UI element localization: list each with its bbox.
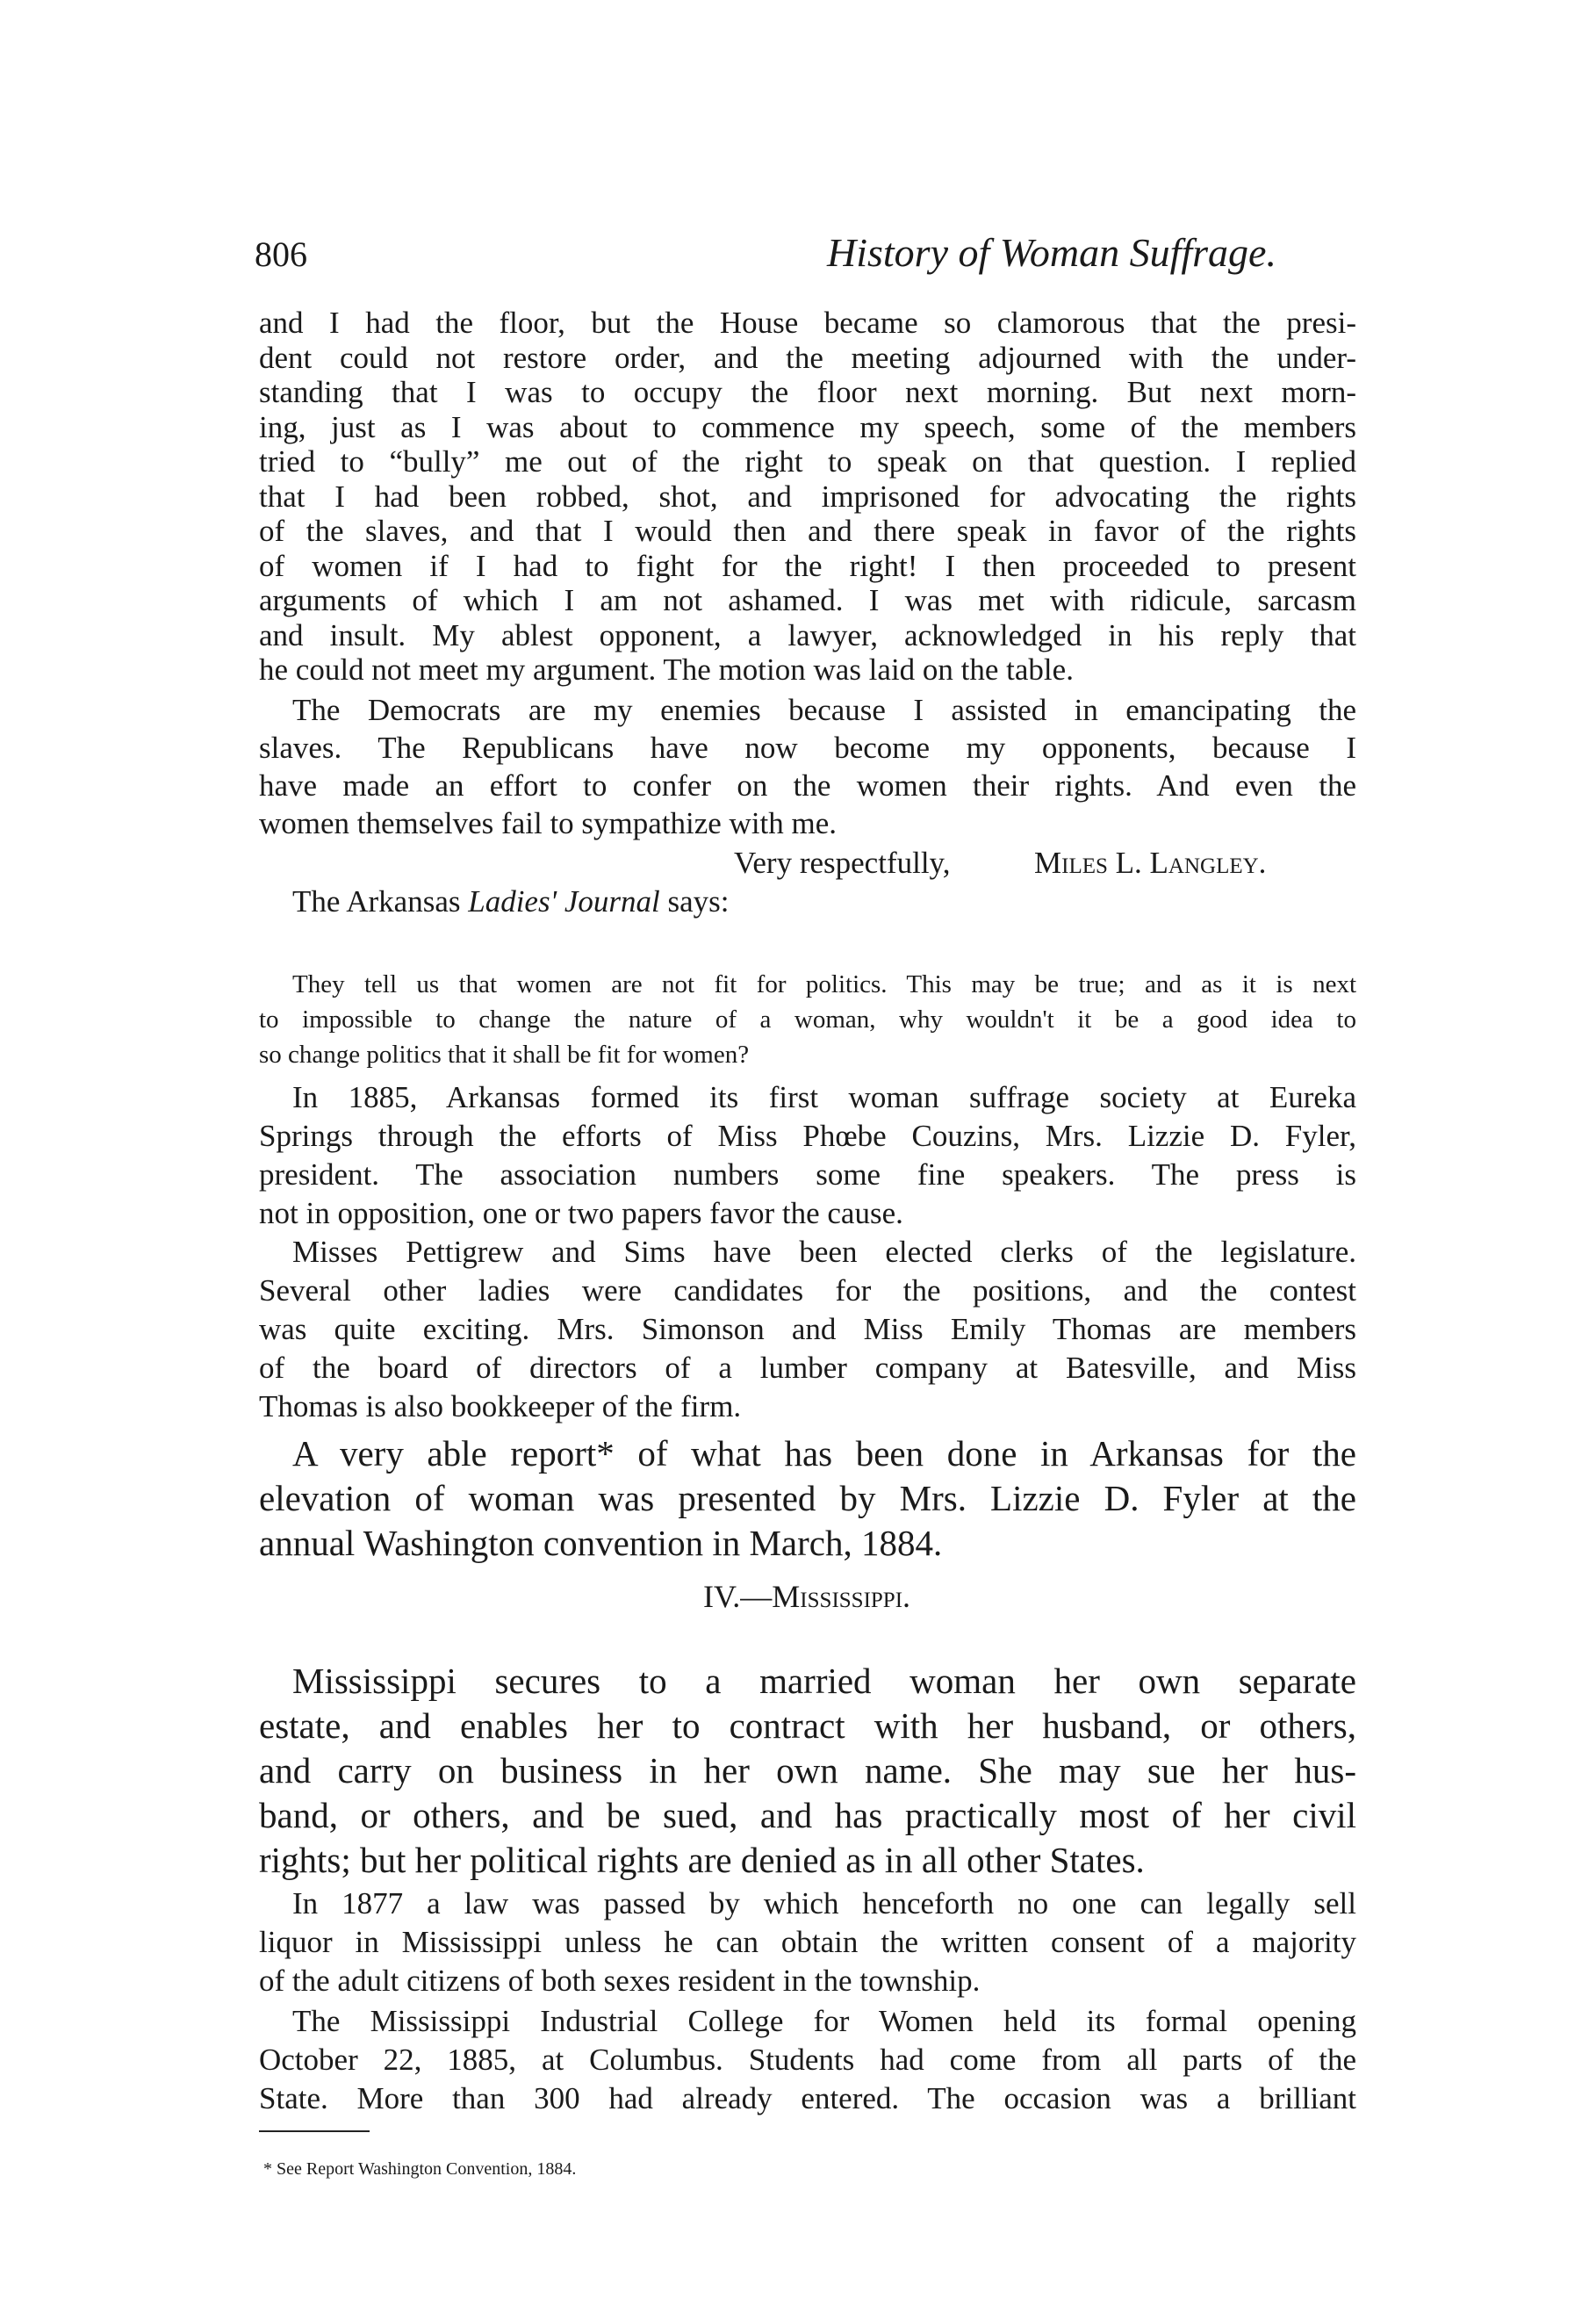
intro-says: says:	[659, 884, 730, 919]
page-number: 806	[255, 234, 307, 274]
footnote-rule	[259, 2130, 370, 2132]
footnote: * See Report Washington Convention, 1884.	[263, 2159, 577, 2179]
text-line: that I had been robbed, shot, and imprisoned for advocating the rights	[259, 479, 1356, 514]
paragraph-liquor-law	[259, 1884, 1356, 2000]
text-line: of the board of directors of a lumber company at Batesville, and Miss	[259, 1351, 1356, 1385]
paragraph-letter-continued	[259, 306, 1356, 688]
text-line: so change politics that it shall be fit for women?	[259, 1041, 750, 1069]
text-line: Misses Pettigrew and Sims have been elected clerks of the legislature.	[292, 1235, 1356, 1269]
text-line: slaves. The Republicans have now become my opponents, because I	[259, 731, 1356, 765]
signature-closing: Very respectfully,	[734, 846, 951, 880]
text-line: The Mississippi Industrial College for Women held its formal opening	[292, 2004, 1356, 2038]
text-line: rights; but her political rights are denied as in all other States.	[259, 1840, 1145, 1880]
text-line: ing, just as I was about to commence my speech, some of the members	[259, 409, 1356, 444]
paragraph-democrats	[259, 691, 1356, 842]
text-line: he could not meet my argument. The motion was laid on the table.	[259, 652, 1074, 687]
paragraph-mississippi-rights	[259, 1659, 1356, 1883]
text-line: In 1885, Arkansas formed its first woman suffrage society at Eureka	[292, 1080, 1356, 1114]
section-heading: IV.—Mississippi.	[702, 1579, 911, 1614]
text-line: They tell us that women are not fit for politics. This may be true; and as it is next	[292, 970, 1356, 998]
text-line: have made an effort to confer on the women their rights. And even the	[259, 768, 1356, 803]
text-line: The Democrats are my enemies because I assisted in emancipating the	[292, 693, 1356, 727]
text-line: liquor in Mississippi unless he can obtain the written consent of a majority	[259, 1925, 1356, 1959]
text-line: and I had the floor, but the House became so clamorous that the presi-	[259, 306, 1356, 340]
text-line: of the slaves, and that I would then and there speak in favor of the rights	[259, 514, 1356, 548]
text-line: president. The association numbers some fine speakers. The press is	[259, 1157, 1356, 1192]
paragraph-industrial-college	[259, 2002, 1356, 2118]
text-line: In 1877 a law was passed by which henceforth no one can legally sell	[292, 1886, 1356, 1920]
text-line: and carry on business in her own name. She may sue her hus-	[259, 1750, 1356, 1791]
text-line: arguments of which I am not ashamed. I was met with ridicule, sarcasm	[259, 583, 1356, 617]
signature-name: Miles L. Langley.	[1034, 846, 1267, 880]
intro-text: The Arkansas	[292, 884, 469, 919]
text-line: Mississippi secures to a married woman her own separate	[292, 1661, 1356, 1701]
text-line: was quite exciting. Mrs. Simonson and Miss Emily Thomas are members	[259, 1312, 1356, 1346]
text-line: Thomas is also bookkeeper of the firm.	[259, 1389, 742, 1423]
paragraph-1885-society	[259, 1078, 1356, 1233]
text-line: dent could not restore order, and the meeting adjourned with the under-	[259, 340, 1356, 375]
arkansas-journal-intro	[292, 883, 729, 921]
text-line: Several other ladies were candidates for the positions, and the contest	[259, 1273, 1356, 1308]
text-line: elevation of woman was presented by Mrs. Lizzie D. Fyler at the	[259, 1478, 1356, 1518]
text-line: annual Washington convention in March, 1884.	[259, 1523, 943, 1563]
text-line: of the adult citizens of both sexes resident in the township.	[259, 1964, 981, 1998]
text-line: estate, and enables her to contract with her husband, or others,	[259, 1705, 1356, 1746]
text-line: of women if I had to fight for the right! I then proceeded to present	[259, 548, 1356, 583]
paragraph-clerks	[259, 1233, 1356, 1426]
running-title: History of Woman Suffrage.	[827, 230, 1276, 275]
journal-title: Ladies' Journal	[468, 884, 660, 919]
text-line: Springs through the efforts of Miss Phœbe Couzins, Mrs. Lizzie D. Fyler,	[259, 1119, 1356, 1153]
text-line: State. More than 300 had already entered. The occasion was a brilliant	[259, 2081, 1356, 2115]
paragraph-report	[259, 1431, 1356, 1566]
text-line: and insult. My ablest opponent, a lawyer, acknowledged in his reply that	[259, 617, 1356, 652]
text-line: band, or others, and be sued, and has practically most of her civil	[259, 1795, 1356, 1835]
text-line: tried to “bully” me out of the right to speak on that question. I replied	[259, 444, 1356, 479]
text-line: A very able report* of what has been done in Arkansas for the	[292, 1433, 1356, 1474]
text-line: not in opposition, one or two papers favor the cause.	[259, 1196, 903, 1230]
text-line: to impossible to change the nature of a woman, why wouldn't it be a good idea to	[259, 1005, 1356, 1034]
text-line: standing that I was to occupy the floor next morning. But next morn-	[259, 375, 1356, 409]
text-line: October 22, 1885, at Columbus. Students had come from all parts of the	[259, 2043, 1356, 2077]
text-line: women themselves fail to sympathize with me.	[259, 806, 838, 840]
block-quote	[259, 967, 1356, 1072]
